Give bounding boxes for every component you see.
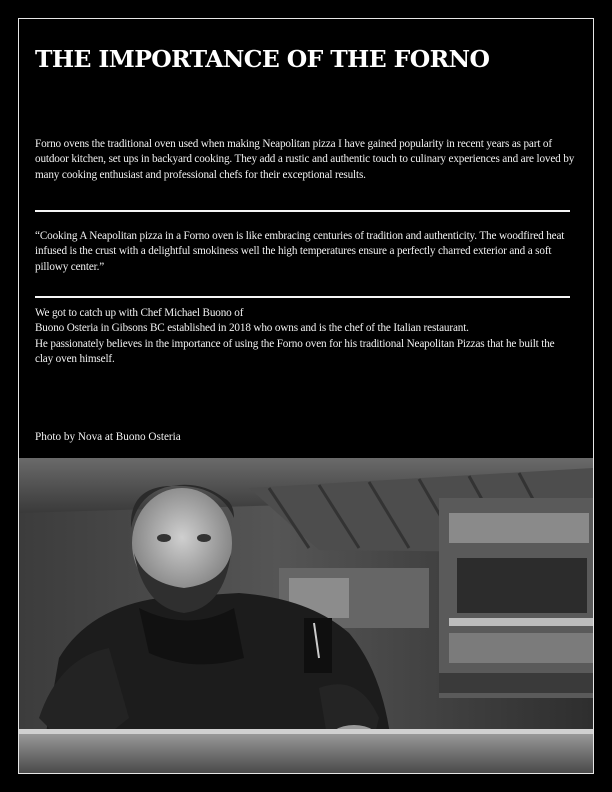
divider-rule xyxy=(35,296,570,298)
chef-quote: “Cooking A Neapolitan pizza in a Forno oven is like embracing centuries of tradition and authenticity. The woodfired heat infused is the crust with a delightful smokiness well the high temperatures ensure a perfectly charred exterior and a soft pillowy center.” xyxy=(35,230,565,273)
divider-rule xyxy=(35,210,570,212)
intro-paragraph: Forno ovens the traditional oven used when making Neapolitan pizza I have gained popularity in recent years as part of outdoor kitchen, set ups in backyard cooking. They add a rustic and authentic touch to culinary experiences and are loved by many cooking enthusiast and professional chefs for their exceptional results. xyxy=(35,138,575,181)
photo-caption: Photo by Nova at Buono Osteria xyxy=(35,431,181,443)
chef-photo-illustration xyxy=(19,458,593,773)
article-title: THE IMPORTANCE OF THE FORNO xyxy=(35,45,490,73)
interview-line: He passionately believes in the importance of using the Forno oven for his traditional Neapolitan Pizzas that he built the clay oven himself. xyxy=(35,337,555,365)
interview-paragraph xyxy=(35,306,575,367)
interview-line: Buono Osteria in Gibsons BC established in 2018 who owns and is the chef of the Italian restaurant. xyxy=(35,322,469,335)
chef-photo xyxy=(19,458,593,773)
interview-line: We got to catch up with Chef Michael Buono of xyxy=(35,307,244,319)
